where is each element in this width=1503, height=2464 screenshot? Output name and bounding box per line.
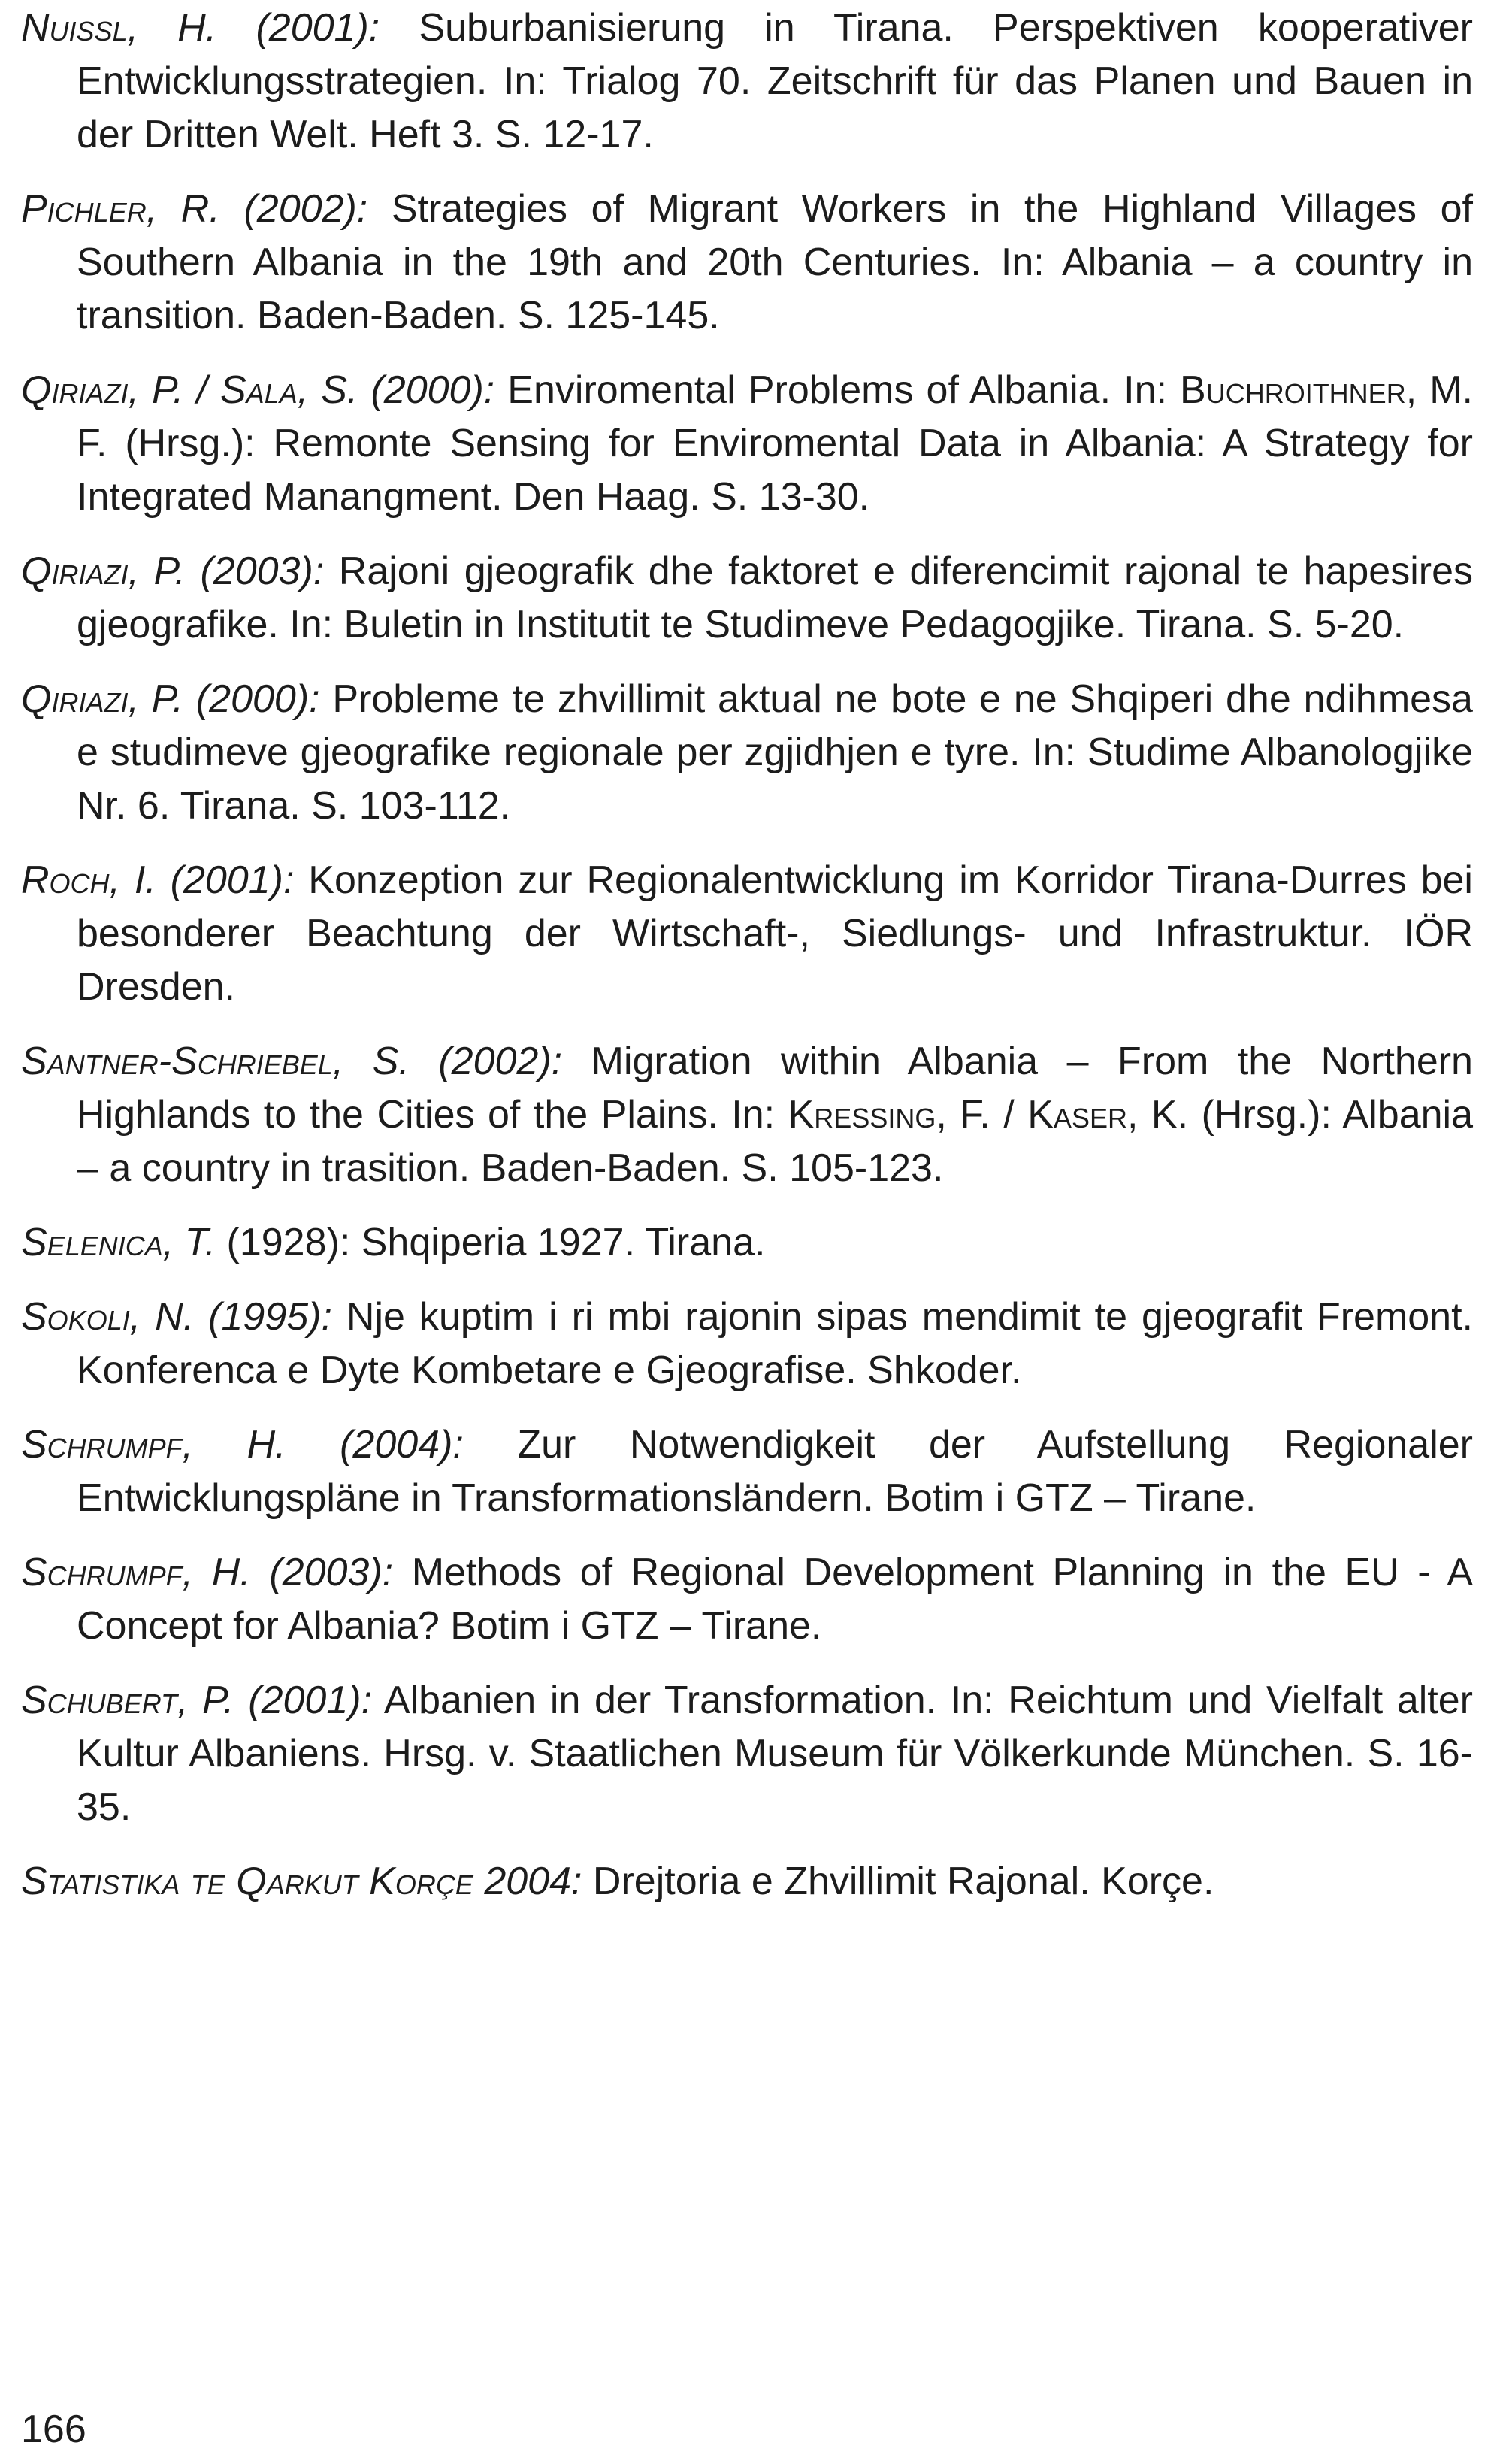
reference-text: Drejtoria e Zhvillimit Rajonal. Korçe. [582,1860,1214,1903]
reference-author: Roch, I. [21,858,156,902]
reference-author: Pichler, R. [21,187,220,231]
reference-year: (2002): [438,1040,563,1083]
reference-year: (2003): [269,1551,394,1594]
reference-text: Methods of Regional Development Planning in the EU - A Concept for Albania? Botim i GTZ – Tirane. [77,1551,1474,1648]
reference-text: Konzeption zur Regionalentwicklung im Korridor Tirana-Durres bei besonderer Beachtung der Wirtschaft-, Siedlungs- und Infrastruktur. IÖR Dresden. [77,858,1473,1009]
reference-text: Enviromental Problems of Albania. In: [494,368,1181,412]
reference-text: Probleme te zhvillimit aktual ne bote e ne Shqiperi dhe ndihmesa e studimeve gjeografike regionale per zgjidhjen e tyre. In: Studime Albanologjike Nr. 6. Tirana. S. 103-112. [77,677,1473,828]
reference-entry [21,183,1473,343]
reference-year: (2001): [256,6,380,50]
reference-year: 2004: [484,1860,582,1903]
reference-entry [21,1291,1473,1397]
reference-year: (2001): [248,1678,373,1722]
reference-author: Schrumpf, H. [21,1551,251,1594]
reference-entry [21,854,1473,1014]
reference-text: , M. F. (Hrsg.): Remonte Sensing for Enviromental Data in Albania: A Strategy for Integrated Manangment. Den Haag. S. 13-30. [77,368,1473,519]
reference-entry [21,1035,1473,1195]
reference-entry [21,2,1473,162]
reference-editor: Buchroithner [1180,368,1406,412]
page-number: 166 [21,2408,86,2451]
reference-text: (1928): Shqiperia 1927. Tirana. [216,1221,766,1264]
reference-text: Migration within Albania – From the Northern Highlands to the Cities of the Plains. In: [77,1040,1473,1137]
reference-entry [21,1418,1473,1525]
reference-entry [21,1674,1473,1834]
reference-author: Sokoli, N. [21,1295,195,1339]
reference-list [21,2,1473,1930]
reference-entry [21,364,1473,524]
reference-year: (2000): [195,677,320,721]
reference-year: (1995): [208,1295,332,1339]
reference-author: Schrumpf, H. [21,1423,286,1467]
reference-author: Schubert, P. [21,1678,234,1722]
reference-entry [21,1855,1473,1909]
reference-year: (2004): [340,1423,464,1467]
reference-year: (2003): [200,549,325,593]
reference-year: (2002): [243,187,368,231]
reference-editor: Kressing [788,1093,936,1137]
reference-text: Strategies of Migrant Workers in the Highland Villages of Southern Albania in the 19th and 20th Centuries. In: Albania – a country in transition. Baden-Baden. S. 125-145. [77,187,1474,338]
reference-text: Suburbanisierung in Tirana. Perspektiven kooperativer Entwicklungsstrategien. In: Trialog 70. Zeitschrift für das Planen und Bauen in der Dritten Welt. Heft 3. S. 12-17. [77,6,1473,156]
reference-text: Albanien in der Transformation. In: Reichtum und Vielfalt alter Kultur Albaniens. Hrsg. v. Staatlichen Museum für Völkerkunde München. S. 16-35. [77,1678,1473,1829]
reference-text: Rajoni gjeografik dhe faktoret e diferencimit rajonal te hapesires gjeografike. In: Buletin in Institutit te Studimeve Pedagogjike. Tirana. S. 5-20. [77,549,1474,646]
reference-entry [21,1216,1473,1270]
reference-author: Qiriazi, P. / Sala, S. [21,368,358,412]
reference-year: (2001): [170,858,295,902]
reference-author: Qiriazi, P. [21,549,186,593]
reference-entry [21,545,1473,652]
reference-year: (2000): [370,368,495,412]
reference-text: , F. / [936,1093,1028,1137]
reference-editor: Kaser [1027,1093,1127,1137]
reference-author: Qiriazi, P. [21,677,184,721]
reference-entry [21,673,1473,833]
reference-text: Nje kuptim i ri mbi rajonin sipas mendimit te gjeografit Fremont. Konferenca e Dyte Kombetare e Gjeografise. Shkoder. [77,1295,1473,1392]
reference-author: Santner-Schriebel, S. [21,1040,410,1083]
reference-author: Statistika te Qarkut Korçe [21,1860,473,1903]
reference-text: , K. (Hrsg.): Albania – a country in trasition. Baden-Baden. S. 105-123. [77,1093,1474,1190]
reference-author: Nuissl, H. [21,6,217,50]
reference-text: Zur Notwendigkeit der Aufstellung Regionaler Entwicklungspläne in Transformationsländern. Botim i GTZ – Tirane. [77,1423,1474,1520]
reference-entry [21,1546,1473,1653]
reference-author: Selenica, T. [21,1221,216,1264]
